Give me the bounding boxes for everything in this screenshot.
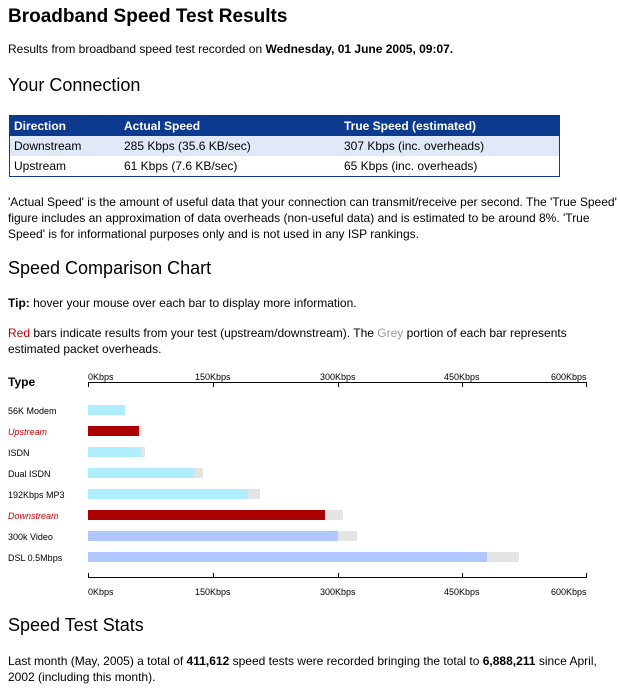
axis-tick <box>338 382 339 387</box>
axis-tick-label: 450Kbps <box>444 587 480 597</box>
axis-tick <box>586 573 587 578</box>
axis-tick <box>462 382 463 387</box>
bar-label: 300k Video <box>8 532 53 542</box>
axis-tick <box>462 573 463 578</box>
axis-tick-label: 300Kbps <box>320 372 356 382</box>
downstream-true: 307 Kbps (inc. overheads) <box>340 136 560 156</box>
stats-text-2: speed tests were recorded bringing the total to <box>229 654 483 668</box>
tip-label: Tip: <box>8 296 30 310</box>
speed-test-stats-heading: Speed Test Stats <box>8 615 144 635</box>
month-count: 411,612 <box>186 654 230 668</box>
header-actual-speed: Actual Speed <box>120 116 340 137</box>
axis-tick-label: 0Kbps <box>88 587 114 597</box>
bar-label: ISDN <box>8 448 30 458</box>
test-date: Wednesday, 01 June 2005, 09:07. <box>265 42 454 56</box>
stats-text <box>8 653 620 685</box>
axis-tick-label: 150Kbps <box>195 372 231 382</box>
legend-text-1: bars indicate results from your test (upstream/downstream). The <box>30 326 378 340</box>
reference-bar <box>88 489 248 499</box>
upstream-true: 65 Kbps (inc. overheads) <box>340 156 560 177</box>
chart-type-header: Type <box>8 375 36 389</box>
table-row <box>10 156 560 177</box>
speed-comparison-heading: Speed Comparison Chart <box>8 258 212 278</box>
axis-tick <box>88 382 89 387</box>
downstream-direction: Downstream <box>10 136 121 156</box>
intro-prefix: Results from broadband speed test recorded on <box>8 42 266 56</box>
axis-tick-label: 0Kbps <box>88 372 114 382</box>
axis-tick-label: 300Kbps <box>320 587 356 597</box>
axis-tick <box>586 382 587 387</box>
axis-tick <box>338 573 339 578</box>
intro-text <box>8 42 453 56</box>
axis-tick-label: 150Kbps <box>195 587 231 597</box>
bar-label: Upstream <box>8 427 48 437</box>
axis-tick <box>213 382 214 387</box>
connection-table-header <box>10 116 560 137</box>
axis-tick <box>213 573 214 578</box>
page-title: Broadband Speed Test Results <box>8 6 288 27</box>
bar-label: 192Kbps MP3 <box>8 490 65 500</box>
connection-table <box>9 115 560 177</box>
legend-grey-word: Grey <box>377 326 404 340</box>
table-row <box>10 136 560 156</box>
axis-tick-label: 600Kbps <box>551 372 587 382</box>
axis-tick-label: 450Kbps <box>444 372 480 382</box>
downstream-actual: 285 Kbps (35.6 KB/sec) <box>120 136 340 156</box>
axis-tick-label: 600Kbps <box>551 587 587 597</box>
legend-red-word: Red <box>8 326 31 340</box>
speed-explanation: 'Actual Speed' is the amount of useful data that your connection can transmit/receive per second. The 'True Speed' figure includes an approximation of data overheads (non-useful data) and is estimated to be around 8%. 'True Speed' is for informational purposes only and is not used in any ISP rankings. <box>8 195 617 241</box>
test-result-bar <box>88 510 325 520</box>
header-direction: Direction <box>10 116 121 137</box>
tip-body: hover your mouse over each bar to display more information. <box>29 296 357 310</box>
legend-text-2: portion of each bar represents estimated packet overheads. <box>8 326 567 356</box>
reference-bar <box>88 447 141 457</box>
reference-bar <box>88 405 125 415</box>
reference-bar <box>88 468 194 478</box>
bar-label: 56K Modem <box>8 406 57 416</box>
bar-label: Downstream <box>8 511 59 521</box>
your-connection-heading: Your Connection <box>8 75 141 95</box>
axis-tick <box>88 573 89 578</box>
reference-bar <box>88 552 487 562</box>
bar-label: Dual ISDN <box>8 469 51 479</box>
stats-text-3: since April, 2002 (including this month). <box>8 654 597 684</box>
chart-legend-text <box>8 325 620 357</box>
tip-text <box>8 296 357 310</box>
total-count: 6,888,211 <box>482 654 536 668</box>
stats-text-1: Last month (May, 2005) a total of <box>8 654 187 668</box>
test-result-bar <box>88 426 139 436</box>
bar-label: DSL 0.5Mbps <box>8 553 63 563</box>
header-true-speed: True Speed (estimated) <box>340 116 560 137</box>
upstream-direction: Upstream <box>10 156 121 177</box>
upstream-actual: 61 Kbps (7.6 KB/sec) <box>120 156 340 177</box>
reference-bar <box>88 531 338 541</box>
